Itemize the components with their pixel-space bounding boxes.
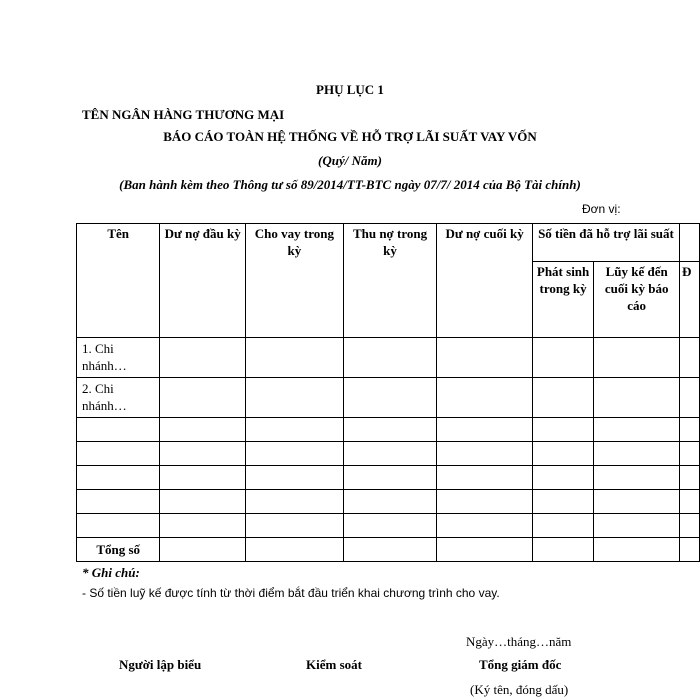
- header-cut-off-2: Đ: [680, 262, 700, 338]
- bank-name: TÊN NGÂN HÀNG THƯƠNG MẠI: [82, 107, 285, 122]
- appendix-label: PHỤ LỤC 1: [316, 82, 384, 97]
- report-title: BÁO CÁO TOÀN HỆ THỐNG VỀ HỖ TRỢ LÃI SUẤT VAY VỐN: [163, 129, 537, 144]
- header-support-period: Phát sinh trong kỳ: [532, 262, 593, 338]
- header-name: Tên: [77, 224, 160, 338]
- total-row: [77, 538, 700, 562]
- table-row: [77, 378, 700, 418]
- table-row: [77, 442, 700, 466]
- table-row: [77, 466, 700, 490]
- signature-note: (Ký tên, đóng dấu): [470, 682, 569, 697]
- report-period: (Quý/ Năm): [318, 153, 382, 168]
- report-table: [76, 223, 700, 562]
- row-name: 2. Chi nhánh…: [77, 378, 160, 418]
- signature-controller: Kiểm soát: [306, 657, 362, 672]
- header-support-cumulative: Lũy kế đến cuối kỳ báo cáo: [594, 262, 680, 338]
- row-name: 1. Chi nhánh…: [77, 338, 160, 378]
- issued-note: (Ban hành kèm theo Thông tư số 89/2014/TT-BTC ngày 07/7/ 2014 của Bộ Tài chính): [119, 177, 581, 192]
- total-label: Tổng số: [77, 538, 160, 562]
- header-collection: Thu nợ trong kỳ: [343, 224, 437, 338]
- signature-preparer: Người lập biểu: [119, 657, 202, 672]
- header-lending: Cho vay trong kỳ: [246, 224, 344, 338]
- row-name: [77, 418, 160, 442]
- row-name: [77, 514, 160, 538]
- header-interest-support: Số tiền đã hỗ trợ lãi suất: [532, 224, 679, 262]
- row-name: [77, 466, 160, 490]
- notes-title: * Ghi chú:: [82, 565, 140, 580]
- unit-label: Đơn vị:: [582, 202, 621, 216]
- header-closing-balance: Dư nợ cuối kỳ: [437, 224, 533, 338]
- table-row: [77, 338, 700, 378]
- notes-text: - Số tiền luỹ kế được tính từ thời điểm bắt đầu triển khai chương trình cho vay.: [82, 586, 500, 600]
- signature-date: Ngày…tháng…năm: [466, 634, 572, 649]
- signature-director: Tổng giám đốc: [479, 657, 562, 672]
- table-row: [77, 418, 700, 442]
- table-row: [77, 514, 700, 538]
- table-row: [77, 490, 700, 514]
- row-name: [77, 490, 160, 514]
- row-name: [77, 442, 160, 466]
- header-row: [77, 224, 700, 262]
- header-cut-off: [680, 224, 700, 262]
- header-opening-balance: Dư nợ đầu kỳ: [160, 224, 246, 338]
